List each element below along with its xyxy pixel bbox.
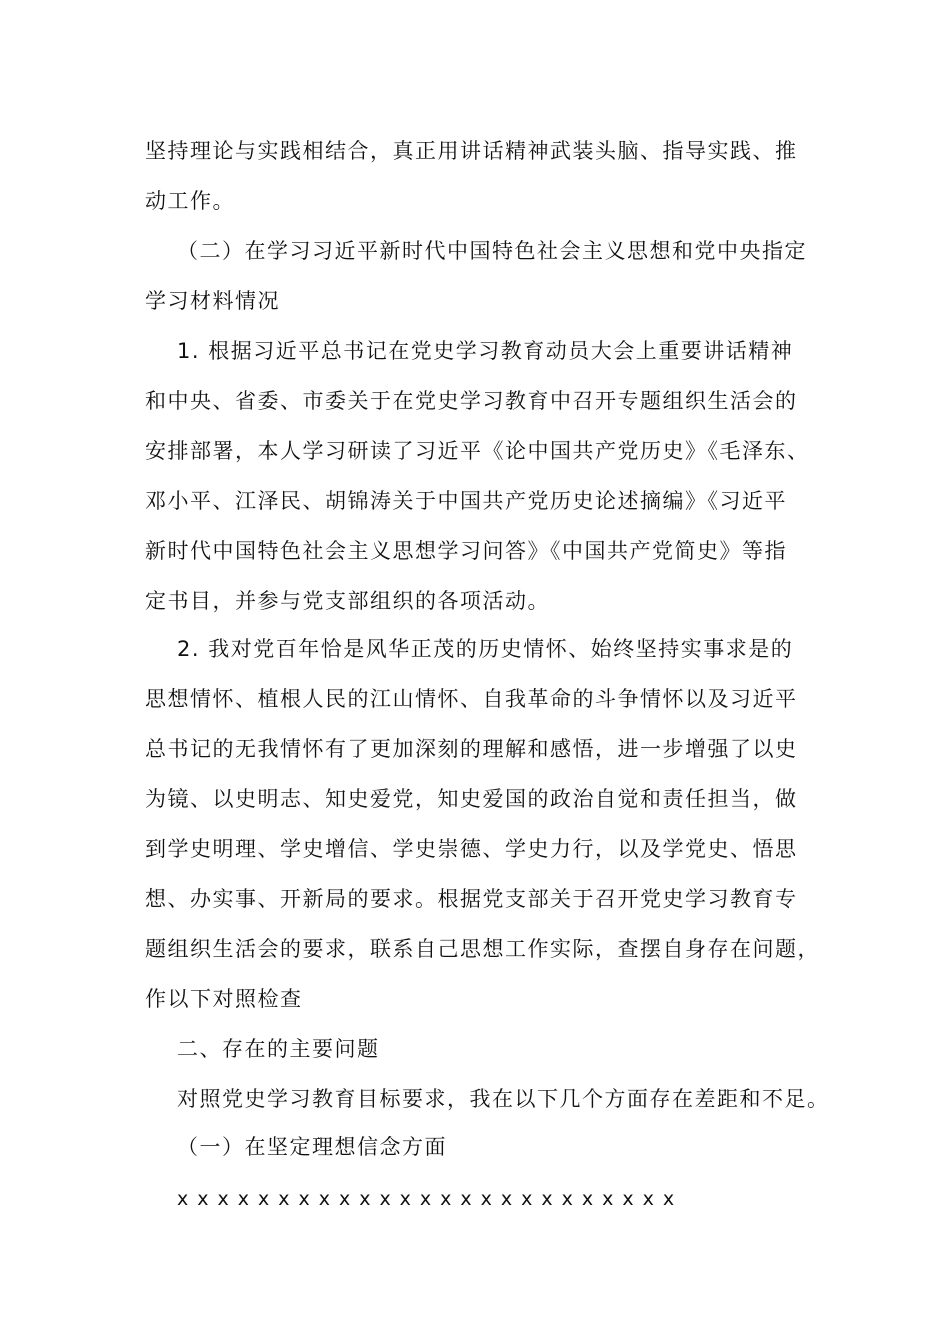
paragraph-line: 1. 根据习近平总书记在党史学习教育动员大会上重要讲话精神 (177, 339, 794, 363)
section-heading: 二、存在的主要问题 (177, 1037, 380, 1061)
paragraph-line: 作以下对照检查 (145, 987, 303, 1011)
paragraph-line: 想、办实事、开新局的要求。根据党支部关于召开党史学习教育专 (145, 887, 798, 911)
paragraph-line: 题组织生活会的要求，联系自己思想工作实际，查摆自身存在问题， (145, 937, 820, 961)
placeholder-line: xxxxxxxxxxxxxxxxxxxxxxxxx (177, 1188, 684, 1210)
section-heading: （一）在坚定理想信念方面 (177, 1135, 447, 1159)
paragraph-line: 对照党史学习教育目标要求，我在以下几个方面存在差距和不足。 (177, 1087, 830, 1111)
paragraph-line: 动工作。 (145, 189, 235, 213)
section-heading: 学习材料情况 (145, 289, 280, 313)
paragraph-line: 2. 我对党百年恰是风华正茂的历史情怀、始终坚持实事求是的 (177, 637, 794, 661)
paragraph-line: 和中央、省委、市委关于在党史学习教育中召开专题组织生活会的 (145, 389, 798, 413)
paragraph-line: 思想情怀、植根人民的江山情怀、自我革命的斗争情怀以及习近平 (145, 687, 798, 711)
paragraph-line: 定书目，并参与党支部组织的各项活动。 (145, 589, 550, 613)
paragraph-line: 新时代中国特色社会主义思想学习问答》《中国共产党简史》等指 (145, 539, 787, 563)
paragraph-line: 为镜、以史明志、知史爱党，知史爱国的政治自觉和责任担当，做 (145, 787, 798, 811)
paragraph-line: 邓小平、江泽民、胡锦涛关于中国共产党历史论述摘编》《习近平 (145, 489, 787, 513)
paragraph-line: 安排部署，本人学习研读了习近平《论中国共产党历史》《毛泽东、 (145, 439, 810, 463)
paragraph-line: 总书记的无我情怀有了更加深刻的理解和感悟，进一步增强了以史 (145, 737, 798, 761)
paragraph-line: 到学史明理、学史增信、学史崇德、学史力行，以及学党史、悟思 (145, 837, 798, 861)
paragraph-line: 坚持理论与实践相结合，真正用讲话精神武装头脑、指导实践、推 (145, 139, 798, 163)
section-heading: （二）在学习习近平新时代中国特色社会主义思想和党中央指定 (177, 239, 807, 263)
